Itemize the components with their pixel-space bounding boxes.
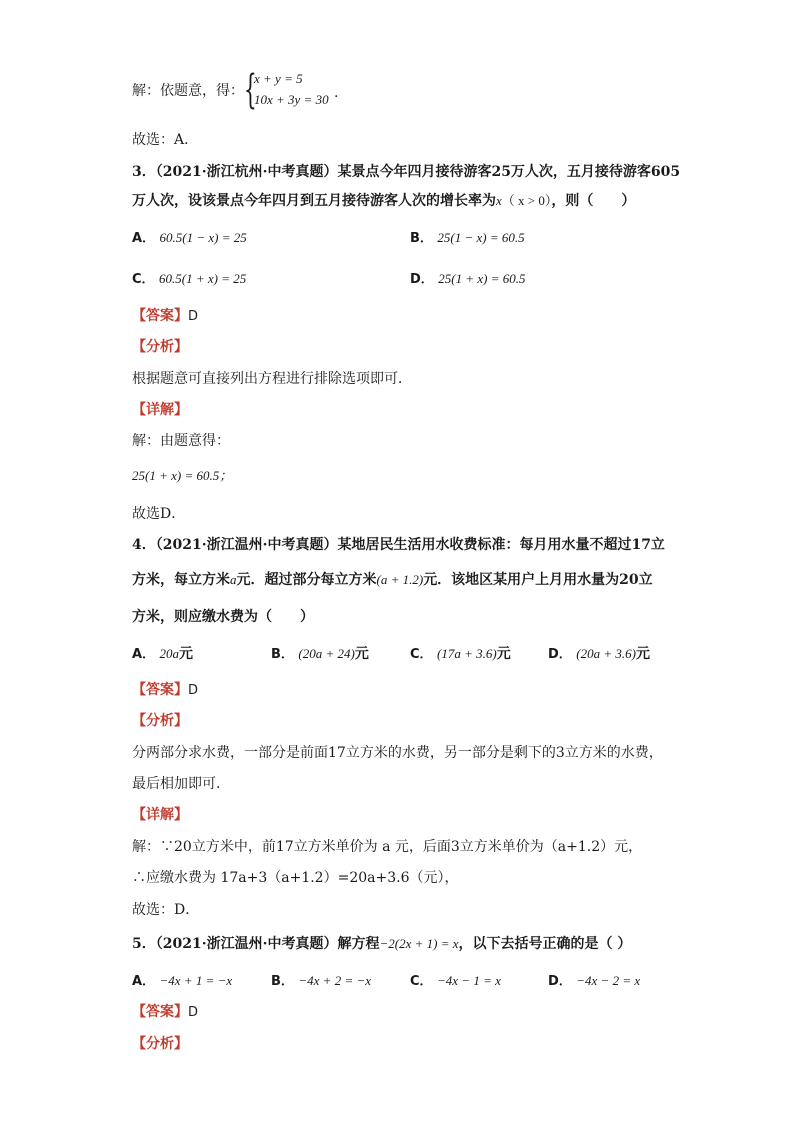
q4-detail-1: 解：∵20立方米中，前17立方米单价为 a 元，后面3立方米单价为（a+1.2）元， — [132, 839, 643, 855]
q4-stem-line1: 4．（2021·浙江温州·中考真题）某地居民生活用水收费标准：每月用水量不超过17立 — [132, 537, 665, 553]
q4-detail-tag: 【详解】 — [132, 807, 188, 823]
option-expr: −4x + 2 = −x — [298, 973, 372, 988]
option-expr: −4x + 1 = −x — [159, 973, 233, 988]
option-label: C． — [410, 647, 433, 662]
answer-value: D — [188, 1005, 199, 1020]
option-expr: −4x − 1 = x — [437, 973, 501, 988]
q3-detail-tag: 【详解】 — [132, 402, 188, 418]
q3-option-d[interactable] — [410, 270, 525, 289]
option-label: A． — [132, 974, 156, 989]
system-end: . — [334, 85, 339, 101]
equation-system — [244, 67, 344, 113]
q5-answer — [132, 1003, 198, 1022]
q5-option-d[interactable] — [548, 972, 640, 991]
q3-var: x — [496, 193, 502, 208]
option-unit: 元 — [635, 646, 650, 662]
option-unit: 元 — [179, 646, 194, 662]
q3-stem-line1: 3．（2021·浙江杭州·中考真题）某景点今年四月接待游客25万人次，五月接待游客605 — [132, 164, 681, 180]
option-expr: (20a + 24) — [298, 646, 355, 661]
q4-stem-line3: 方米，则应缴水费为（ ） — [132, 609, 314, 625]
answer-tag: 【答案】 — [132, 682, 188, 698]
q3-answer — [132, 307, 198, 326]
option-label: C． — [410, 974, 433, 989]
q4-option-c[interactable] — [410, 645, 511, 664]
option-expr: 25(1 + x) = 60.5 — [438, 271, 526, 286]
q2-choice: 故选：A． — [132, 132, 199, 148]
q5-stem-text: 5．（2021·浙江温州·中考真题）解方程 — [132, 936, 380, 952]
option-label: D． — [548, 647, 572, 662]
q3-stem-text: 万人次，设该景点今年四月到五月接待游客人次的增长率为 — [132, 193, 496, 209]
q5-stem-end: ，以下去括号正确的是（ ） — [458, 936, 632, 952]
option-label: D． — [410, 272, 434, 287]
q4-var-a: a — [230, 572, 237, 587]
q5-analysis-tag: 【分析】 — [132, 1036, 188, 1052]
q4-stem-text-c: 元．该地区某用户上月用水量为20立 — [423, 572, 653, 588]
q5-option-b[interactable] — [271, 972, 371, 991]
option-expr: 60.5(1 + x) = 25 — [159, 271, 247, 286]
q4-stem-text-a: 方米，每立方米 — [132, 572, 230, 588]
q4-stem-line2 — [132, 571, 653, 589]
q4-analysis-1: 分两部分求水费，一部分是前面17立方米的水费，另一部分是剩下的3立方米的水费， — [132, 745, 663, 761]
answer-value: D — [188, 309, 199, 324]
option-expr: 60.5(1 − x) = 25 — [159, 230, 247, 245]
q4-choice: 故选：D． — [132, 902, 200, 918]
q3-detail-1: 解：由题意得： — [132, 433, 230, 449]
q4-detail-2: ∴应缴水费为 17a+3（a+1.2）=20a+3.6（元）， — [132, 870, 459, 886]
q3-condition: （ x > 0） — [501, 193, 552, 208]
option-expr: (20a + 3.6) — [576, 646, 636, 661]
q4-option-d[interactable] — [548, 645, 650, 664]
option-unit: 元 — [496, 646, 511, 662]
q3-option-b[interactable] — [410, 229, 525, 248]
q3-analysis-tag: 【分析】 — [132, 339, 188, 355]
q3-analysis: 根据题意可直接列出方程进行排除选项即可． — [132, 371, 412, 387]
option-expr: −4x − 2 = x — [576, 973, 641, 988]
brace-icon: { — [244, 67, 257, 113]
q4-option-a[interactable] — [132, 645, 193, 664]
answer-value: D — [188, 683, 199, 698]
q4-stem-text-b: 元．超过部分每立方米 — [236, 572, 377, 588]
q4-option-b[interactable] — [271, 645, 369, 664]
q3-detail-2: 25(1 + x) = 60.5； — [132, 468, 233, 483]
q5-equation: −2(2x + 1) = x — [379, 936, 459, 951]
q4-analysis-tag: 【分析】 — [132, 713, 188, 729]
option-label: A． — [132, 231, 156, 246]
q5-option-a[interactable] — [132, 972, 232, 991]
answer-tag: 【答案】 — [132, 308, 188, 324]
solution-prefix: 解：依题意，得： — [132, 83, 244, 99]
q5-option-c[interactable] — [410, 972, 501, 991]
q4-expr: (a + 1.2) — [376, 572, 424, 587]
option-label: B． — [410, 231, 433, 246]
q4-analysis-2: 最后相加即可． — [132, 776, 230, 792]
option-label: A． — [132, 647, 156, 662]
q5-stem — [132, 935, 631, 953]
option-expr: (17a + 3.6) — [437, 646, 497, 661]
q3-option-c[interactable] — [132, 270, 246, 289]
q3-choice: 故选D． — [132, 506, 186, 522]
answer-tag: 【答案】 — [132, 1004, 188, 1020]
equation-1: x + y = 5 — [254, 71, 303, 86]
option-label: D． — [548, 974, 572, 989]
option-label: B． — [271, 647, 294, 662]
option-unit: 元 — [354, 646, 369, 662]
q3-stem-end: ，则（ ） — [551, 193, 636, 209]
equation-2: 10x + 3y = 30 — [254, 92, 329, 107]
q4-answer — [132, 681, 198, 700]
solution-line — [132, 82, 244, 100]
option-expr: 20a — [159, 646, 180, 661]
option-label: C． — [132, 272, 155, 287]
option-expr: 25(1 − x) = 60.5 — [437, 230, 525, 245]
option-label: B． — [271, 974, 294, 989]
q3-stem-line2 — [132, 192, 635, 210]
q3-option-a[interactable] — [132, 229, 247, 248]
